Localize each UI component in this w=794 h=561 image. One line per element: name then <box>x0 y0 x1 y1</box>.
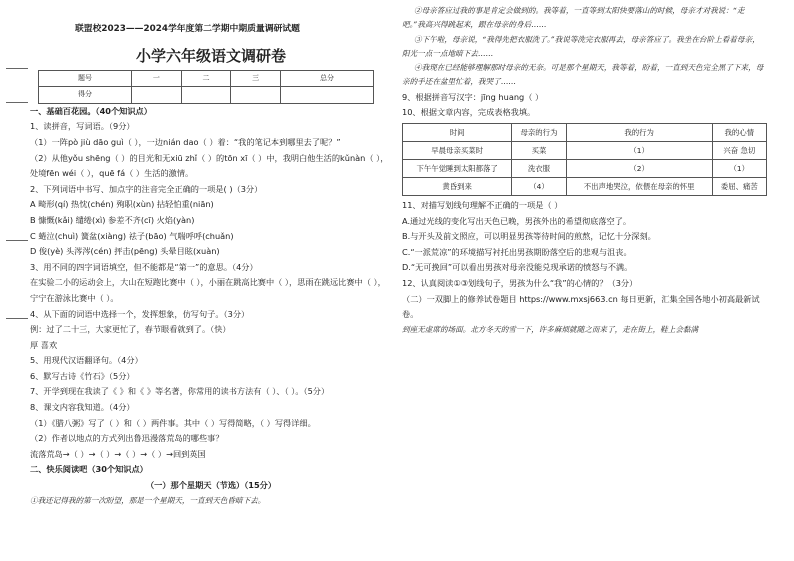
score-input[interactable] <box>280 87 373 104</box>
score-table <box>38 70 374 104</box>
question-line: （2）作者以地点的方式列出鲁迅漫落荒岛的哪些事？ <box>30 433 224 444</box>
score-cell: 题号 <box>39 70 132 87</box>
right-column <box>402 4 767 337</box>
passage-line: ①我还记得我的第一次盼望，那是一个星期天，一直到天色昏暗下去。 <box>30 495 266 505</box>
answer-table <box>402 123 767 196</box>
table-cell: （1） <box>566 141 712 159</box>
question-line: 1、读拼音，写词语。（9分） <box>30 121 135 132</box>
table-cell: 黄昏到来 <box>403 177 512 195</box>
passage-title: （一）那个星期天（节选）（15分） <box>145 480 277 491</box>
score-input[interactable] <box>231 87 281 104</box>
option-line: C 蜷泣(chuì) 簧盆(xiàng) 祛子(bāo) 气喘呼呼(chuǎn) <box>30 230 234 241</box>
question-line: 12、认真阅读①③划线句子，男孩为什么“我”的心情的？（3分） <box>402 277 638 288</box>
table-row <box>403 141 767 159</box>
question-line: 在实验二小的运动会上，大山在短跑比赛中（ ），小丽在跳高比赛中（ ），思雨在跳远比赛中（ ），宁宁在游泳比赛中（ ）。 <box>30 277 386 303</box>
option-line: D.“无可挽回”可以看出男孩对母亲没能兑现承诺的愤怒与不满。 <box>402 262 633 273</box>
table-row <box>403 159 767 177</box>
question-line: 8、课文内容我知道。（4分） <box>30 402 135 413</box>
question-line: 9、根据拼音写汉字：jīng huang（ ） <box>402 91 544 102</box>
table-cell: 兴奋 急切 <box>712 141 766 159</box>
table-header: 我的心情 <box>712 123 766 141</box>
question-line: 4、从下面的词语中选择一个，发挥想象，仿写句子。（3分） <box>30 308 250 319</box>
question-line: （2）从他yǒu shēng（ ）的目光和无xiū zhǐ（ ）的tōn xī（ ）中，我明白他生活的kǔnàn（ ），处境fēn wéi（ ），quē fá（ ）生活的激情。 <box>30 152 389 179</box>
table-cell: 买菜 <box>512 141 566 159</box>
passage-line <box>402 323 767 337</box>
table-cell: 下午午觉睡到太阳都落了 <box>403 159 512 177</box>
option-line: B 慷慨(kǎi) 缱绻(xì) 参差不齐(cī) 火焰(yàn) <box>30 214 195 225</box>
passage-paragraph: ③下午啦，母亲说，“我得先把衣服洗了。”我说等洗完衣服再去，母亲答应了。我坐在台阶上看着母亲，阳光一点一点地暗下去…… <box>402 34 760 58</box>
option-line: A.通过光线的变化写出天色已晚，男孩外出的希望彻底落空了。 <box>402 215 632 226</box>
section-heading: （二）一双脚上的修养试卷题目 https://www.mxsj663.cn 每日更新，汇集全国各地小初高最新试卷。 <box>402 293 760 320</box>
table-cell: （1） <box>712 159 766 177</box>
section-heading: 二、快乐阅读吧（30个知识点） <box>30 464 148 475</box>
score-cell: 二 <box>181 70 231 87</box>
question-line: 11、对描写划线句理解不正确的一项是（ ） <box>402 199 563 210</box>
table-cell: 委屈、痛苦 <box>712 177 766 195</box>
question-line: 7、开学到现在我读了《 》和《 》等名著，你常用的读书方法有（ ）、（ ）。（5分） <box>30 386 330 397</box>
table-cell: 早晨母亲买菜时 <box>403 141 512 159</box>
binding-line <box>6 318 28 319</box>
question-line: 流落荒岛→（ ）→（ ）→（ ）→（ ）→回到英国 <box>30 448 206 459</box>
score-input[interactable] <box>181 87 231 104</box>
question-line: 2、下列词语中书写、加点字的注音完全正确的一项是( )（3分） <box>30 183 263 194</box>
question-line: （1）《腊八粥》写了（ ）和（ ）两件事。其中（ ）写得简略，（ ）写得详细。 <box>30 417 316 428</box>
question-line: 5、用现代汉语翻译句。（4分） <box>30 355 143 366</box>
binding-line <box>6 102 28 103</box>
exam-header: 联盟校2023——2024学年度第二学期中期质量调研试题 <box>75 24 300 34</box>
score-cell: 得分 <box>39 87 132 104</box>
passage-paragraph: ②母亲答应过我的事是肯定会做到的。我等着，一直等到太阳快要落山的时候，母亲才对我说：“走吧。”我高兴得跳起来，跟在母亲的身后…… <box>402 6 745 30</box>
option-line: D 俊(yè) 头涔涔(cén) 抨击(pēng) 头晕目眩(xuàn) <box>30 246 220 257</box>
section-heading: 一、基础百花园。（40个知识点） <box>30 105 152 116</box>
score-cell: 三 <box>231 70 281 87</box>
option-line: B.与开头及前文照应，可以明显男孩等待时间的煎熬，记忆十分深刻。 <box>402 231 656 242</box>
question-line: （1）一阵pò jiù dāo guì（ ），一边nián dao（ ）着：“我的笔记本到哪里去了呢？” <box>30 136 341 147</box>
passage-paragraph: ④我现在已经能够理解那时母亲的无奈。可是那个星期天，我等着，盼着，一直到天色完全黑了下来，母亲的手还在盆里忙着，我哭了…… <box>402 63 764 87</box>
score-cell: 一 <box>132 70 182 87</box>
table-cell: （2） <box>566 159 712 177</box>
table-cell: （4） <box>512 177 566 195</box>
question-line: 3、用不同的四字词语填空，但不能都是“第一”的意思。（4分） <box>30 261 258 272</box>
word-options: 厚 喜欢 <box>30 339 58 350</box>
binding-line <box>6 68 28 69</box>
table-cell: 不出声地哭泣，依偎在母亲的怀里 <box>566 177 712 195</box>
table-header: 我的行为 <box>566 123 712 141</box>
passage-text: 到座无虚席的场面。北方冬天的雪一下，许多麻烦就随之而来了，走在街上，鞋上会黏满 <box>402 324 699 334</box>
table-header: 时间 <box>403 123 512 141</box>
binding-line <box>6 240 28 241</box>
option-line: A 畸形(qí) 热忱(chén) 殉职(xùn) 拈轻怕重(niān) <box>30 199 214 210</box>
page-title: 小学六年级语文调研卷 <box>135 46 286 65</box>
table-header: 母亲的行为 <box>512 123 566 141</box>
question-line: 10、根据文章内容，完成表格我填。 <box>402 107 536 118</box>
reading-passage <box>402 4 767 90</box>
question-line: 例：过了二十三，大家更忙了，春节眼看就到了。（快） <box>30 324 231 335</box>
left-column <box>30 22 392 508</box>
score-input[interactable] <box>132 87 182 104</box>
question-line: 6、默写古诗《竹石》（5分） <box>30 370 135 381</box>
table-cell: 洗衣服 <box>512 159 566 177</box>
score-cell: 总分 <box>280 70 373 87</box>
option-line: C.“一派荒凉”的环境描写衬托出男孩期盼落空后的悲观与沮丧。 <box>402 246 632 257</box>
table-row <box>403 177 767 195</box>
